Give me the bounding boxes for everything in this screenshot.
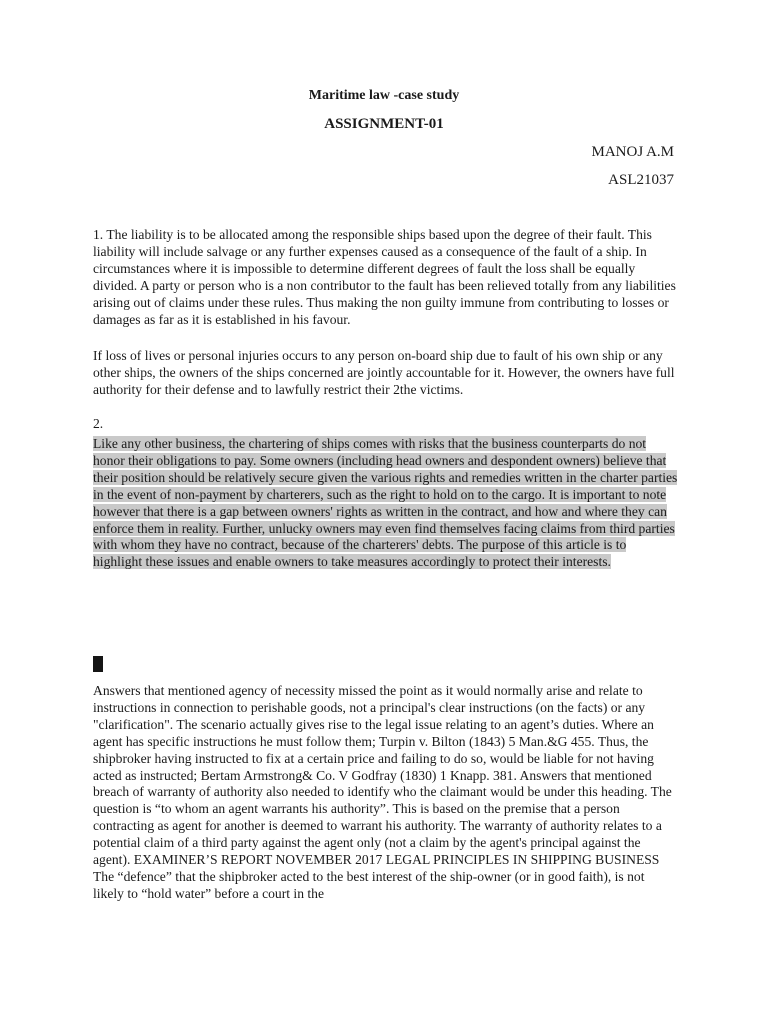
highlighted-marker	[93, 656, 103, 672]
answer-3-paragraph: Answers that mentioned agency of necessity missed the point as it would normally arise and relate to instructions in connection to perishable goods, not a principal's clear instructions (on the facts) or any "clarification". The scenario actually gives rise to the legal issue relating to an agent’s duties. Where an agent has specific instructions he must follow them; Turpin v. Bilton (1843) 5 Man.&G 455. Thus, the shipbroker having instructed to fix at a certain price and failing to do so, would be liable for not having acted as instructed; Bertam Armstrong& Co. V Godfray (1830) 1 Knapp. 381. Answers that mentioned breach of warranty of authority also needed to identify who the claimant would be under this heading. The question is “to whom an agent warrants his authority”. This is based on the premise that a person contracting as agent for another is deemed to warrant his authority. The warranty of authority relates to a potential claim of a third party against the agent only (not a claim by the agent's principal against the agent). EXAMINER’S REPORT NOVEMBER 2017 LEGAL PRINCIPLES IN SHIPPING BUSINESS The “defence” that the shipbroker acted to the best interest of the ship-owner (or in good faith), is not likely to “hold water” before a court in the	[93, 683, 672, 901]
author-name: MANOJ A.M	[591, 144, 674, 160]
answer-2-number: 2.	[93, 416, 104, 431]
answer-2-highlighted-paragraph	[93, 436, 678, 571]
highlighted-text: Like any other business, the chartering of ships comes with risks that the business counterparts do not honor their obligations to pay. Some owners (including head owners and despondent owners) believe that their position should be relatively secure given the various rights and remedies written in the charter parties in the event of non-payment by charterers, such as the right to hold on to the cargo. It is important to note however that there is a gap between owners' rights as written in the contract, and how and where they can enforce them in reality. Further, unlucky owners may even find themselves facing claims from third parties with whom they have no contract, because of the charterers' debts. The purpose of this article is to highlight these issues and enable owners to take measures accordingly to protect their interests.	[93, 436, 678, 570]
roll-number: ASL21037	[608, 172, 674, 188]
answer-1-paragraph: 1. The liability is to be allocated among the responsible ships based upon the degree of their fault. This liability will include salvage or any further expenses caused as a consequence of the fault of a ship. In circumstances where it is impossible to determine different degrees of fault the loss shall be equally divided. A party or person who is a non contributor to the fault has been relieved totally from any liabilities arising out of claims under these rules. Thus making the non guilty immune from contributing to losses or damages as far as it is established in his favour.	[93, 227, 676, 327]
assignment-heading: ASSIGNMENT-01	[324, 116, 444, 132]
document-title: Maritime law -case study	[308, 88, 460, 103]
answer-1-continuation-paragraph: If loss of lives or personal injuries occurs to any person on-board ship due to fault of his own ship or any other ships, the owners of the ships concerned are jointly accountable for it. However, the owners have full authority for their defense and to lawfully restrict their 2the victims.	[93, 348, 675, 397]
